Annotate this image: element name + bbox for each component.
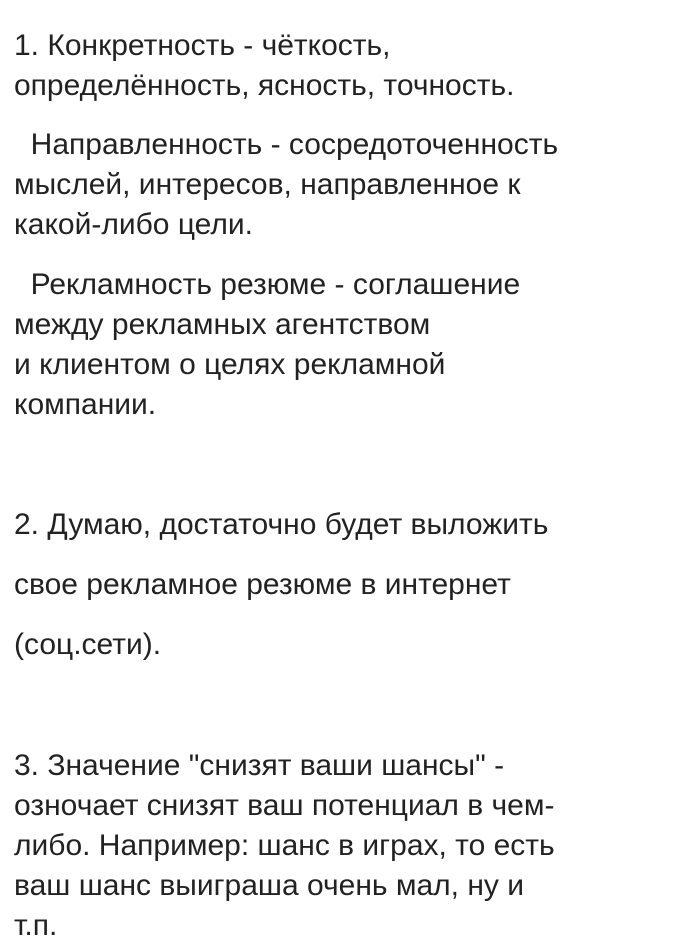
text-line: озночает снизят ваш потенциал в чем-: [14, 789, 555, 822]
text-line: свое рекламное резюме в интернет: [14, 568, 511, 601]
text-line: мыслей, интересов, направленное к: [14, 168, 521, 201]
text-line: 1. Конкретность - чёткость,: [14, 29, 391, 62]
text-line: т.п.: [14, 909, 58, 942]
text-line: 2. Думаю, достаточно будет выложить: [14, 508, 549, 541]
text-line: Направленность - сосредоточенность: [14, 128, 559, 161]
text-line: (соц.сети).: [14, 628, 162, 661]
text-line: 3. Значение "снизят ваши шансы" -: [14, 749, 505, 782]
text-line: либо. Например: шанс в играх, то есть: [14, 829, 555, 862]
text-line: компании.: [14, 388, 157, 421]
text-line: Рекламность резюме - соглашение: [14, 268, 521, 301]
text-line: и клиентом о целях рекламной: [14, 348, 446, 381]
text-line: ваш шанс выиграша очень мал, ну и: [14, 869, 525, 902]
text-line: между рекламных агентством: [14, 308, 431, 341]
text-line: какой-либо цели.: [14, 208, 253, 241]
text-line: определённость, ясность, точность.: [14, 69, 515, 102]
